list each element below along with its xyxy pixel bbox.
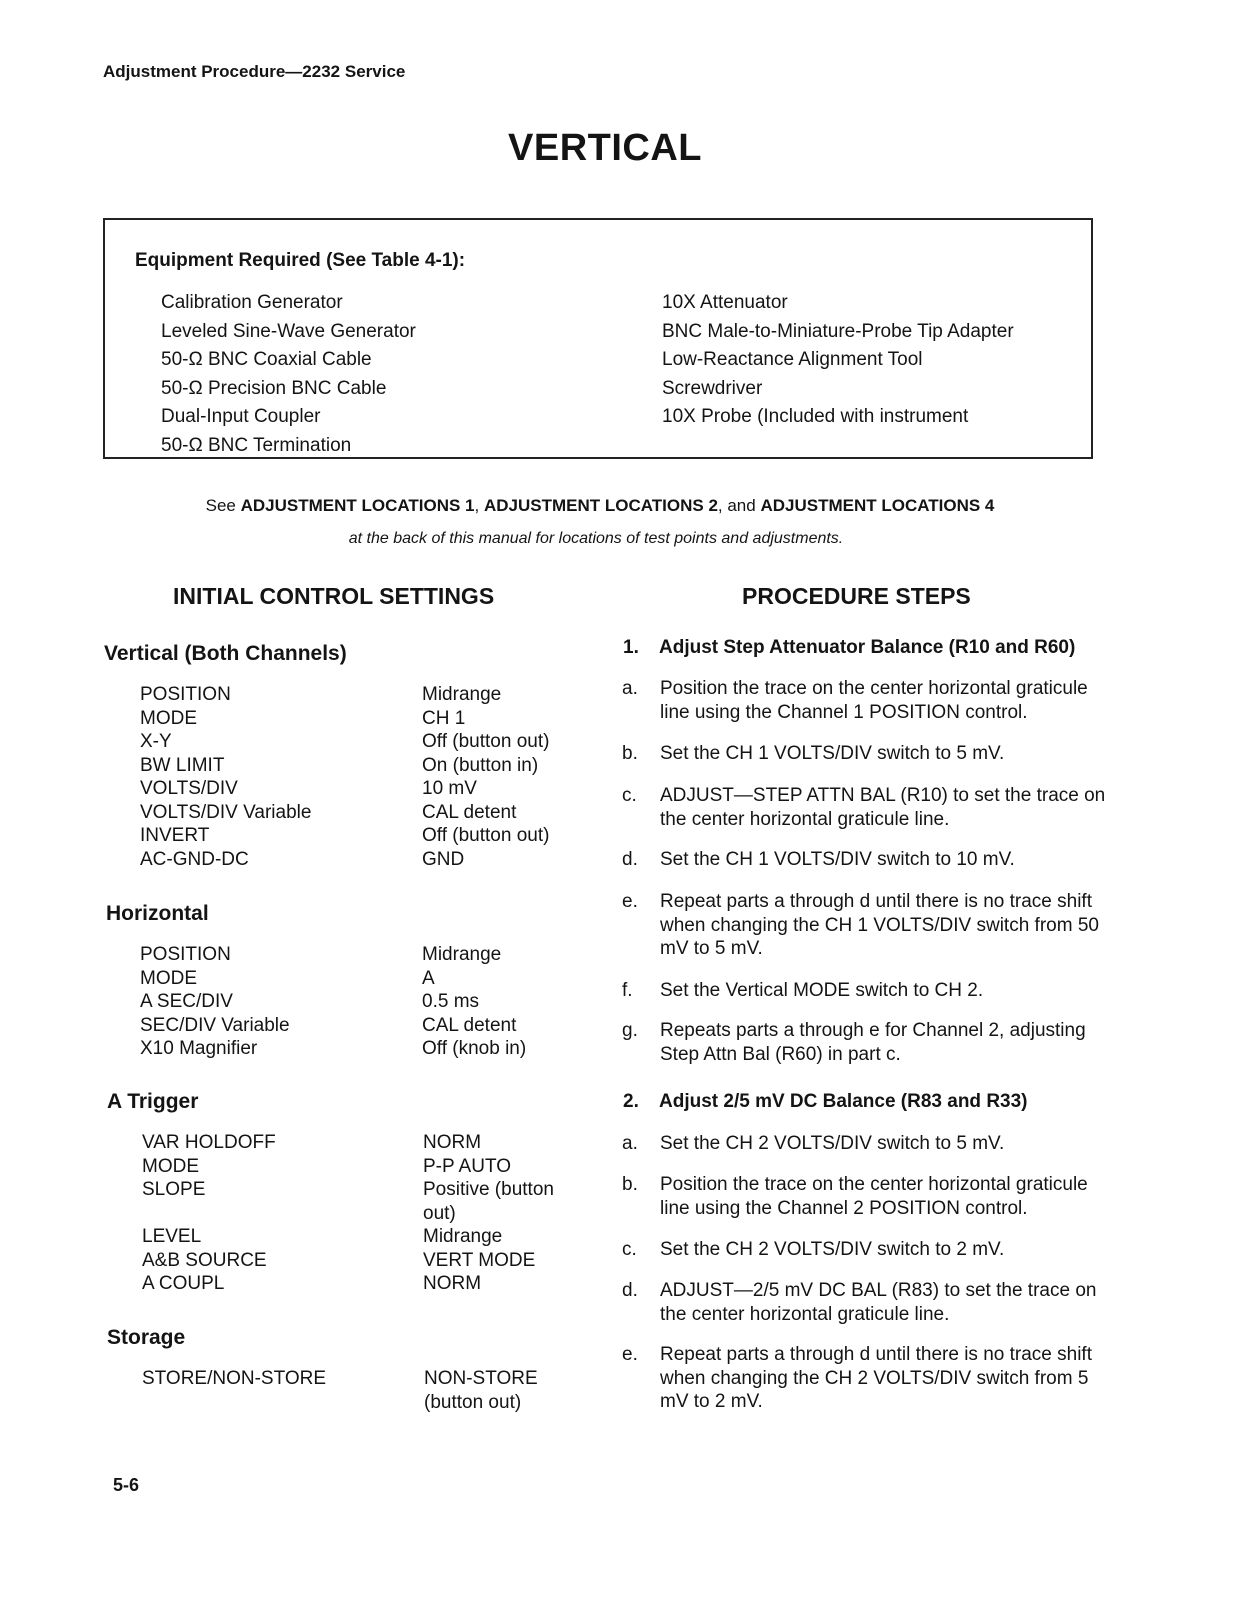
setting-label — [142, 1391, 326, 1415]
setting-value: CAL detent — [422, 801, 517, 823]
sub-text: Set the CH 1 VOLTS/DIV switch to 10 mV. — [660, 849, 1015, 870]
step-title: Adjust Step Attenuator Balance (R10 and R60) — [659, 637, 1076, 658]
setting-label: MODE — [140, 707, 197, 729]
setting-label: VOLTS/DIV — [140, 778, 238, 799]
setting-value: CH 1 — [422, 707, 466, 729]
step-1-heading — [623, 637, 1076, 659]
running-header: Adjustment Procedure—2232 Service — [103, 62, 406, 81]
setting-value: Off (button out) — [422, 825, 550, 846]
setting-value: VERT MODE — [423, 1249, 536, 1271]
setting-label: MODE — [142, 1155, 199, 1177]
setting-label: X-Y — [140, 731, 172, 752]
equipment-item: 50-Ω BNC Termination — [161, 434, 352, 456]
sub-letter: b. — [622, 743, 638, 764]
setting-value: CAL detent — [422, 1014, 517, 1036]
setting-label: MODE — [140, 967, 197, 989]
equipment-item: 50-Ω BNC Coaxial Cable — [161, 349, 372, 370]
setting-value: 0.5 ms — [422, 991, 480, 1012]
setting-label: AC-GND-DC — [140, 848, 249, 870]
equipment-item: Dual-Input Coupler — [161, 406, 321, 427]
sub-letter: b. — [622, 1174, 638, 1195]
page-title: VERTICAL — [508, 127, 702, 169]
initial-settings-heading: INITIAL CONTROL SETTINGS — [173, 583, 495, 609]
location-ref-1: ADJUSTMENT LOCATIONS 1 — [240, 496, 475, 515]
setting-label: A COUPL — [142, 1273, 225, 1294]
setting-label: VAR HOLDOFF — [142, 1132, 276, 1153]
setting-value: NORM — [423, 1273, 482, 1294]
equipment-item: Low-Reactance Alignment Tool — [662, 349, 923, 370]
sub-letter: g. — [622, 1020, 638, 1041]
step-number: 2. — [623, 1091, 639, 1112]
page-number: 5-6 — [113, 1475, 140, 1495]
setting-label: A SEC/DIV — [140, 991, 233, 1012]
sub-text: ADJUST—2/5 mV DC BAL (R83) to set the trace on the center horizontal graticule line. — [660, 1280, 1097, 1325]
setting-label: BW LIMIT — [140, 754, 225, 776]
trigger-setting-labels — [142, 1131, 276, 1296]
setting-label: SEC/DIV Variable — [140, 1014, 290, 1036]
trigger-setting-values — [423, 1131, 554, 1296]
vertical-setting-labels — [140, 683, 311, 871]
step-2-heading — [623, 1091, 1028, 1113]
sub-letter: d. — [622, 1280, 638, 1301]
section-storage: Storage — [107, 1326, 186, 1349]
sub-text: Position the trace on the center horizontal graticule line using the Channel 2 POSITION control. — [660, 1174, 1088, 1219]
setting-value: NON-STORE — [424, 1368, 538, 1389]
sub-letter: c. — [622, 1239, 637, 1260]
sub-text: Set the Vertical MODE switch to CH 2. — [660, 980, 984, 1001]
setting-value: Midrange — [422, 684, 502, 705]
sub-text: Set the CH 1 VOLTS/DIV switch to 5 mV. — [660, 743, 1005, 764]
sub-text: Repeat parts a through d until there is no trace shift when changing the CH 2 VOLTS/DIV switch from 5 mV to 2 mV. — [660, 1344, 1092, 1412]
sub-text: Position the trace on the center horizontal graticule line using the Channel 1 POSITION control. — [660, 678, 1088, 723]
equipment-item: 10X Attenuator — [662, 292, 788, 313]
sub-letter: e. — [622, 1344, 638, 1365]
sub-letter: e. — [622, 891, 638, 912]
step-title: Adjust 2/5 mV DC Balance (R83 and R33) — [659, 1091, 1028, 1112]
procedure-steps-heading: PROCEDURE STEPS — [742, 583, 971, 609]
setting-value: On (button in) — [422, 754, 539, 776]
step-number: 1. — [623, 637, 639, 658]
section-vertical: Vertical (Both Channels) — [104, 642, 347, 665]
equipment-item: BNC Male-to-Miniature-Probe Tip Adapter — [662, 320, 1014, 342]
setting-label: POSITION — [140, 944, 231, 965]
setting-label: SLOPE — [142, 1179, 206, 1200]
setting-value: GND — [422, 848, 465, 870]
setting-label: A&B SOURCE — [142, 1249, 267, 1271]
setting-value: A — [422, 967, 435, 989]
setting-label: VOLTS/DIV Variable — [140, 801, 312, 823]
horizontal-setting-labels — [140, 943, 290, 1061]
sub-text: ADJUST—STEP ATTN BAL (R10) to set the trace on the center horizontal graticule line. — [660, 785, 1106, 830]
equipment-item: Calibration Generator — [161, 292, 343, 313]
equipment-box — [103, 218, 1093, 459]
sub-text: Set the CH 2 VOLTS/DIV switch to 5 mV. — [660, 1133, 1005, 1154]
equipment-item: Leveled Sine-Wave Generator — [161, 320, 416, 342]
equipment-item: 50-Ω Precision BNC Cable — [161, 377, 387, 399]
vertical-setting-values — [422, 683, 549, 871]
sub-text: Repeat parts a through d until there is no trace shift when changing the CH 1 VOLTS/DIV switch from 50 mV to 5 mV. — [660, 891, 1099, 959]
sub-letter: a. — [622, 1133, 638, 1154]
location-ref-4: ADJUSTMENT LOCATIONS 4 — [760, 496, 995, 515]
adjustment-locations-note — [0, 496, 1200, 516]
see-prefix: See — [205, 496, 236, 515]
storage-setting-values — [424, 1367, 538, 1414]
setting-value: out) — [423, 1202, 456, 1224]
setting-value: P-P AUTO — [423, 1155, 511, 1177]
equipment-list-right — [662, 289, 1014, 432]
setting-value: Off (knob in) — [422, 1038, 527, 1059]
locations-note-italic: at the back of this manual for locations of test points and adjustments. — [348, 530, 844, 547]
setting-label: X10 Magnifier — [140, 1038, 258, 1059]
storage-setting-labels — [142, 1367, 326, 1414]
sub-letter: f. — [622, 980, 633, 1001]
separator: , and — [717, 496, 756, 515]
sub-letter: a. — [622, 678, 638, 699]
separator: , — [474, 496, 480, 515]
sub-letter: d. — [622, 849, 638, 870]
setting-label: STORE/NON-STORE — [142, 1368, 327, 1389]
equipment-heading: Equipment Required (See Table 4-1): — [135, 250, 466, 271]
setting-value: Midrange — [423, 1226, 503, 1247]
equipment-item: 10X Probe (Included with instrument — [662, 406, 969, 427]
sub-text: Set the CH 2 VOLTS/DIV switch to 2 mV. — [660, 1239, 1005, 1260]
location-ref-2: ADJUSTMENT LOCATIONS 2 — [483, 496, 718, 515]
sub-letter: c. — [622, 785, 637, 806]
setting-value: Off (button out) — [422, 731, 550, 752]
setting-label — [142, 1202, 276, 1226]
setting-value: Positive (button — [423, 1179, 554, 1200]
setting-label: POSITION — [140, 684, 231, 705]
horizontal-setting-values — [422, 943, 526, 1061]
equipment-list-left — [161, 289, 416, 460]
section-horizontal: Horizontal — [106, 902, 209, 925]
setting-label: INVERT — [140, 825, 210, 846]
sub-text: Repeats parts a through e for Channel 2, adjusting Step Attn Bal (R60) in part c. — [660, 1020, 1086, 1065]
equipment-item: Screwdriver — [662, 377, 763, 399]
setting-value: 10 mV — [422, 778, 477, 799]
setting-value: (button out) — [424, 1391, 522, 1413]
setting-label: LEVEL — [142, 1226, 202, 1247]
section-a-trigger: A Trigger — [107, 1090, 199, 1113]
setting-value: NORM — [423, 1132, 482, 1153]
setting-value: Midrange — [422, 944, 502, 965]
